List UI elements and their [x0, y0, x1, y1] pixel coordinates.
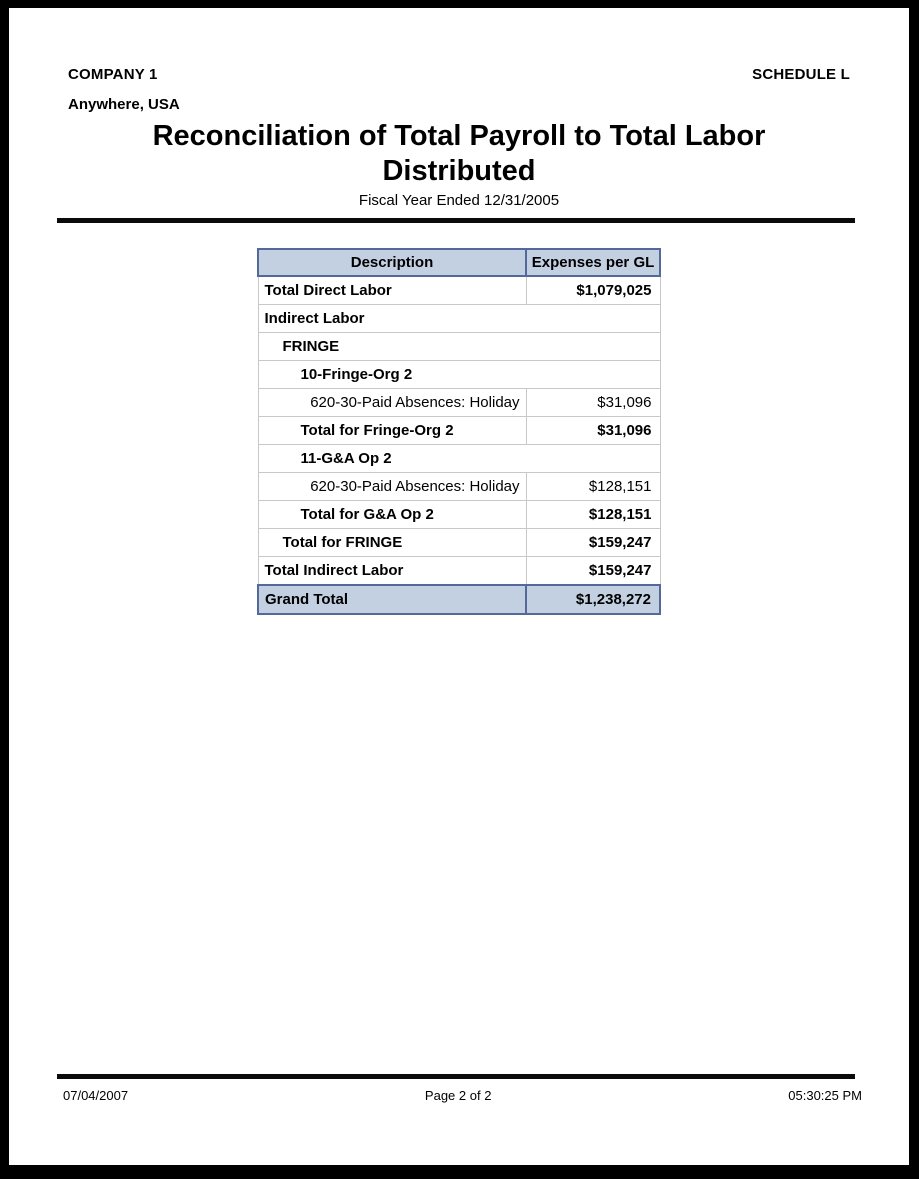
report-page [9, 8, 909, 1165]
amount-cell: $1,238,272 [526, 585, 660, 614]
column-header-expenses: Expenses per GL [526, 249, 660, 276]
report-header [9, 66, 909, 83]
schedule-label: SCHEDULE L [752, 66, 850, 83]
description-cell: 620-30-Paid Absences: Holiday [258, 389, 526, 417]
table-row [258, 361, 660, 389]
table-row [258, 557, 660, 586]
company-name: COMPANY 1 [68, 66, 158, 83]
table-row [258, 501, 660, 529]
table-row [258, 417, 660, 445]
table-row [258, 529, 660, 557]
description-cell: Total for Fringe-Org 2 [258, 417, 526, 445]
column-header-description: Description [258, 249, 526, 276]
footer-date: 07/04/2007 [63, 1088, 129, 1103]
amount-cell: $31,096 [526, 389, 660, 417]
amount-cell: $159,247 [526, 529, 660, 557]
report-subtitle: Fiscal Year Ended 12/31/2005 [358, 192, 560, 209]
table-row [258, 585, 660, 614]
company-location: Anywhere, USA [68, 96, 180, 113]
table-header-row [258, 249, 660, 276]
amount-cell: $1,079,025 [526, 276, 660, 305]
table-row [258, 333, 660, 361]
description-cell: Total Direct Labor [258, 276, 526, 305]
description-cell: 620-30-Paid Absences: Holiday [258, 473, 526, 501]
description-cell: Indirect Labor [258, 305, 660, 333]
report-footer [9, 1074, 909, 1103]
reconciliation-table [257, 248, 661, 615]
description-cell: 11-G&A Op 2 [258, 445, 660, 473]
footer-divider-rule [57, 1074, 855, 1079]
table-row [258, 389, 660, 417]
amount-cell: $31,096 [526, 417, 660, 445]
amount-cell: $159,247 [526, 557, 660, 586]
description-cell: 10-Fringe-Org 2 [258, 361, 660, 389]
description-cell: Total Indirect Labor [258, 557, 526, 586]
amount-cell: $128,151 [526, 501, 660, 529]
description-cell: Grand Total [258, 585, 526, 614]
description-cell: Total for FRINGE [258, 529, 526, 557]
header-divider-rule [57, 218, 855, 223]
footer-time: 05:30:25 PM [788, 1088, 862, 1103]
table-header [258, 249, 660, 276]
table-row [258, 305, 660, 333]
table-row [258, 473, 660, 501]
table-row [258, 276, 660, 305]
description-cell: FRINGE [258, 333, 660, 361]
footer-page-number: Page 2 of 2 [424, 1088, 492, 1103]
table-body [258, 276, 660, 614]
report-title: Reconciliation of Total Payroll to Total Labor Distributed [152, 120, 766, 187]
amount-cell: $128,151 [526, 473, 660, 501]
table-row [258, 445, 660, 473]
description-cell: Total for G&A Op 2 [258, 501, 526, 529]
